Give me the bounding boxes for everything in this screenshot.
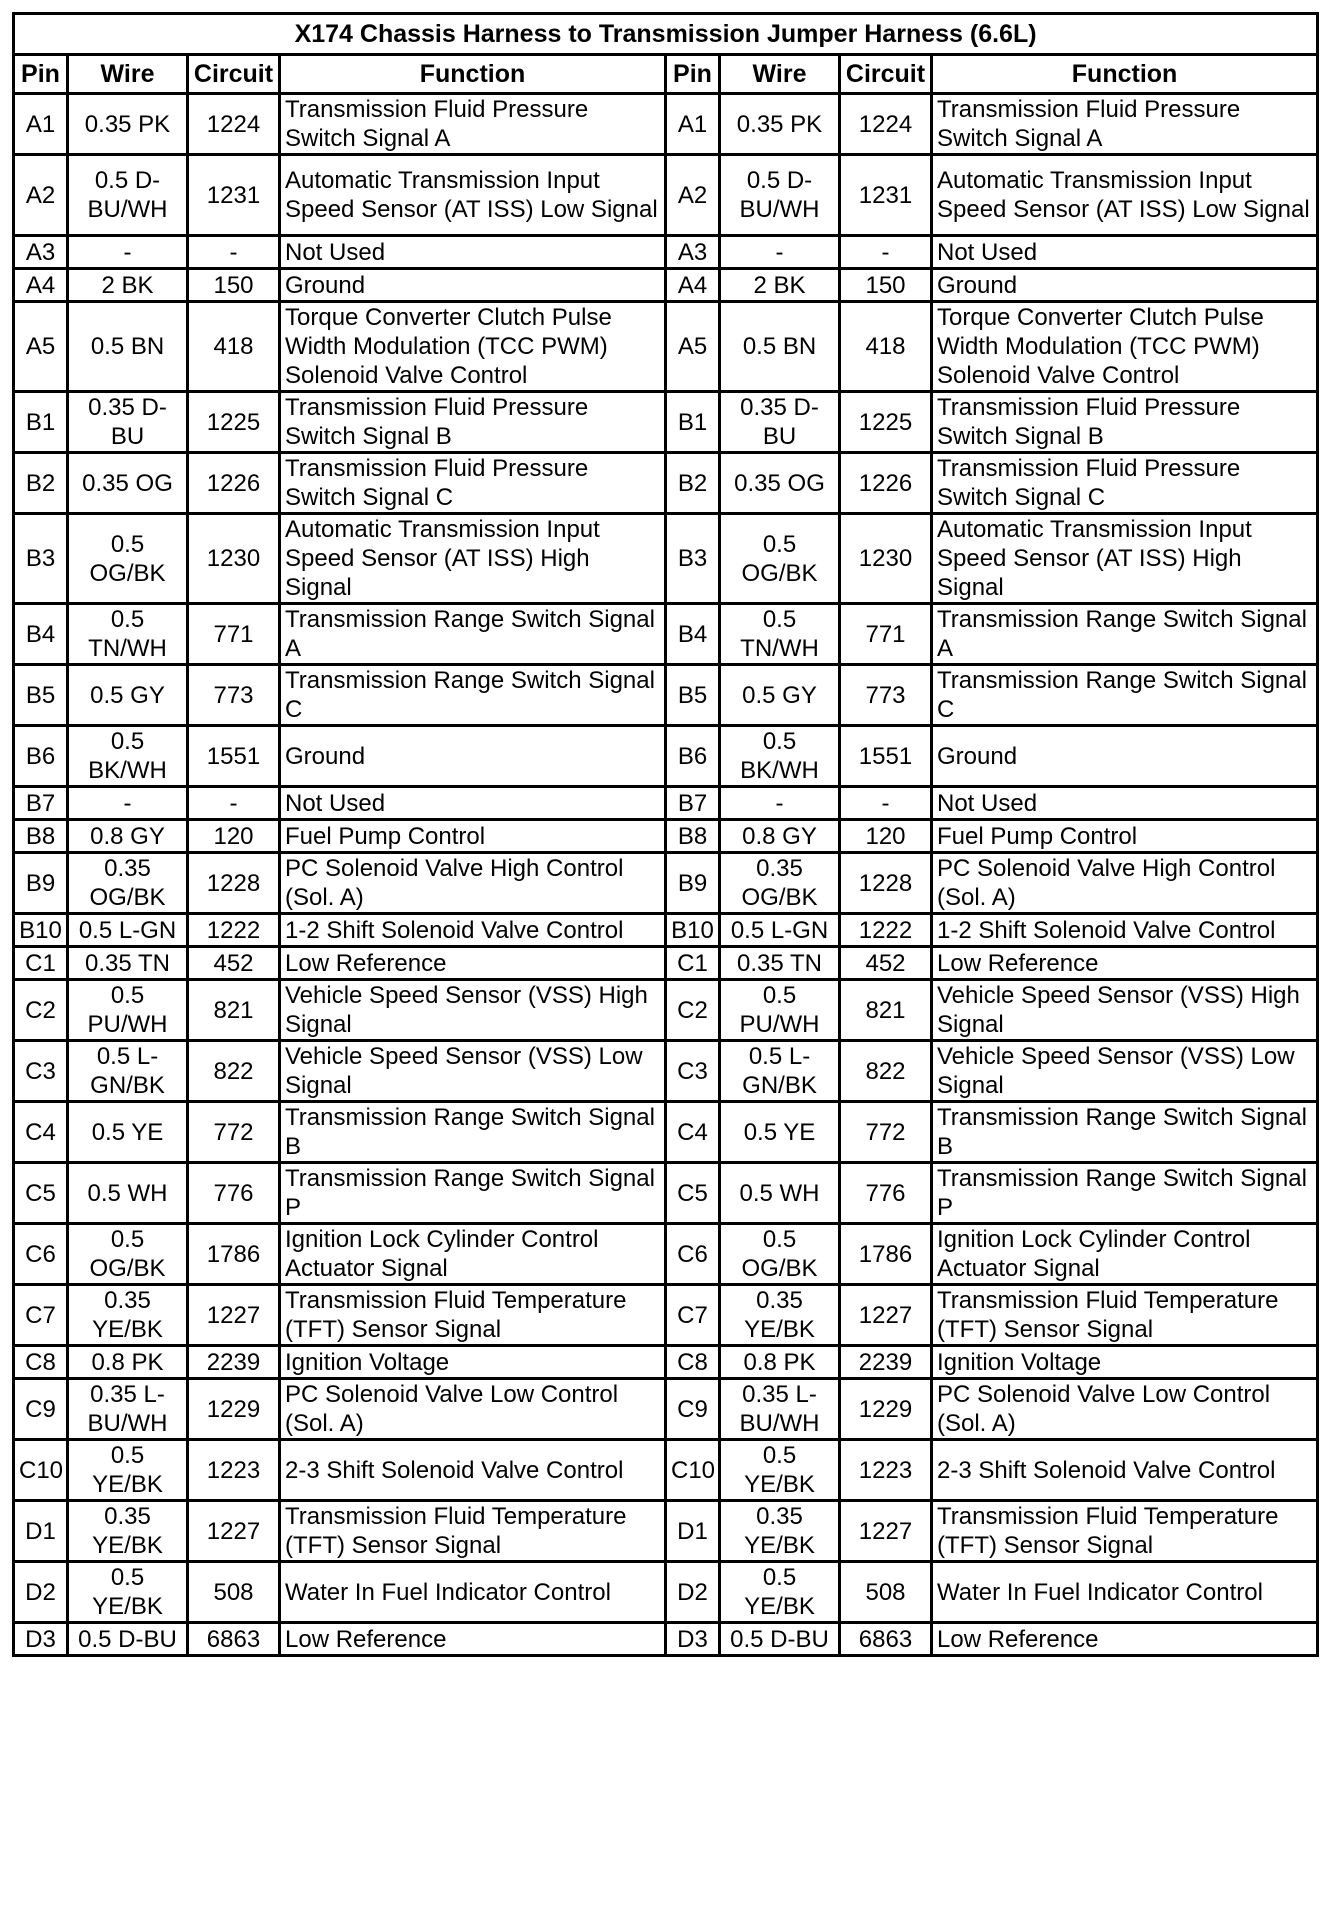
wire-cell: 0.5 D-BU xyxy=(68,1623,188,1656)
wire-cell: 0.5 YE/BK xyxy=(720,1440,840,1501)
circuit-cell: 771 xyxy=(188,604,280,665)
circuit-cell: 773 xyxy=(188,665,280,726)
wire-cell: 0.35 OG/BK xyxy=(68,853,188,914)
function-cell: Transmission Range Switch Signal P xyxy=(932,1163,1318,1224)
function-cell: Ignition Voltage xyxy=(280,1346,666,1379)
table-row xyxy=(14,269,1318,302)
pin-cell: C4 xyxy=(14,1102,68,1163)
circuit-cell: 822 xyxy=(840,1041,932,1102)
circuit-cell: 1229 xyxy=(840,1379,932,1440)
wire-cell: 0.5 YE/BK xyxy=(68,1440,188,1501)
function-cell: Transmission Fluid Temperature (TFT) Sensor Signal xyxy=(932,1285,1318,1346)
function-cell: Low Reference xyxy=(932,1623,1318,1656)
wire-cell: 0.5 YE/BK xyxy=(720,1562,840,1623)
function-cell: Transmission Fluid Pressure Switch Signal B xyxy=(932,392,1318,453)
circuit-cell: 1228 xyxy=(840,853,932,914)
pin-cell: A5 xyxy=(14,302,68,392)
table-row xyxy=(14,1163,1318,1224)
table-title: X174 Chassis Harness to Transmission Jumper Harness (6.6L) xyxy=(14,14,1318,55)
pin-cell: C9 xyxy=(666,1379,720,1440)
table-row xyxy=(14,236,1318,269)
table-body xyxy=(14,94,1318,1656)
function-cell: Not Used xyxy=(280,787,666,820)
pin-cell: A3 xyxy=(666,236,720,269)
header-function: Function xyxy=(280,55,666,94)
function-cell: Not Used xyxy=(932,236,1318,269)
wire-cell: 0.5 TN/WH xyxy=(720,604,840,665)
function-cell: Fuel Pump Control xyxy=(932,820,1318,853)
pin-cell: C2 xyxy=(14,980,68,1041)
function-cell: Low Reference xyxy=(932,947,1318,980)
table-row xyxy=(14,1562,1318,1623)
circuit-cell: 1227 xyxy=(840,1501,932,1562)
table-row xyxy=(14,392,1318,453)
circuit-cell: 1224 xyxy=(188,94,280,155)
pin-cell: C2 xyxy=(666,980,720,1041)
wire-cell: 0.5 D- BU/WH xyxy=(720,155,840,236)
function-cell: Transmission Range Switch Signal A xyxy=(280,604,666,665)
function-cell: Transmission Range Switch Signal P xyxy=(280,1163,666,1224)
pin-cell: C7 xyxy=(14,1285,68,1346)
pin-cell: D1 xyxy=(14,1501,68,1562)
wire-cell: 0.5 BN xyxy=(68,302,188,392)
table-row xyxy=(14,94,1318,155)
function-cell: Transmission Fluid Temperature (TFT) Sensor Signal xyxy=(280,1285,666,1346)
table-row xyxy=(14,820,1318,853)
function-cell: Transmission Fluid Temperature (TFT) Sensor Signal xyxy=(280,1501,666,1562)
title-row xyxy=(14,14,1318,55)
pin-cell: A2 xyxy=(666,155,720,236)
pin-cell: C3 xyxy=(666,1041,720,1102)
wire-cell: 0.35 TN xyxy=(68,947,188,980)
header-circuit: Circuit xyxy=(840,55,932,94)
circuit-cell: 120 xyxy=(188,820,280,853)
table-row xyxy=(14,980,1318,1041)
pin-cell: B4 xyxy=(14,604,68,665)
wire-cell: 0.5 YE/BK xyxy=(68,1562,188,1623)
function-cell: Transmission Fluid Pressure Switch Signal C xyxy=(932,453,1318,514)
pin-cell: A3 xyxy=(14,236,68,269)
pin-cell: C5 xyxy=(666,1163,720,1224)
circuit-cell: 1786 xyxy=(188,1224,280,1285)
function-cell: Automatic Transmission Input Speed Sensor (AT ISS) Low Signal xyxy=(932,155,1318,236)
header-wire: Wire xyxy=(68,55,188,94)
pin-cell: B6 xyxy=(666,726,720,787)
circuit-cell: 6863 xyxy=(188,1623,280,1656)
function-cell: Water In Fuel Indicator Control xyxy=(932,1562,1318,1623)
pin-cell: C6 xyxy=(14,1224,68,1285)
wire-cell: 0.5 YE xyxy=(68,1102,188,1163)
circuit-cell: 1222 xyxy=(188,914,280,947)
function-cell: Transmission Range Switch Signal C xyxy=(932,665,1318,726)
pin-cell: B5 xyxy=(14,665,68,726)
circuit-cell: 418 xyxy=(840,302,932,392)
table-row xyxy=(14,1501,1318,1562)
wire-cell: 0.35 YE/BK xyxy=(720,1501,840,1562)
function-cell: Low Reference xyxy=(280,947,666,980)
pin-cell: A4 xyxy=(14,269,68,302)
pin-cell: A5 xyxy=(666,302,720,392)
table-row xyxy=(14,1102,1318,1163)
circuit-cell: 771 xyxy=(840,604,932,665)
circuit-cell: 821 xyxy=(188,980,280,1041)
wire-cell: 0.35 D- BU xyxy=(68,392,188,453)
wire-cell: 0.35 L- BU/WH xyxy=(720,1379,840,1440)
table-row xyxy=(14,947,1318,980)
function-cell: PC Solenoid Valve High Control (Sol. A) xyxy=(932,853,1318,914)
circuit-cell: 508 xyxy=(188,1562,280,1623)
pin-cell: B3 xyxy=(666,514,720,604)
circuit-cell: 1223 xyxy=(188,1440,280,1501)
circuit-cell: - xyxy=(840,787,932,820)
table-row xyxy=(14,787,1318,820)
pin-cell: B1 xyxy=(666,392,720,453)
pin-cell: C3 xyxy=(14,1041,68,1102)
function-cell: Automatic Transmission Input Speed Sensor (AT ISS) High Signal xyxy=(932,514,1318,604)
circuit-cell: 1222 xyxy=(840,914,932,947)
circuit-cell: 120 xyxy=(840,820,932,853)
pin-cell: B2 xyxy=(14,453,68,514)
wire-cell: 0.35 YE/BK xyxy=(720,1285,840,1346)
pin-cell: A1 xyxy=(14,94,68,155)
wire-cell: 0.5 L-GN xyxy=(720,914,840,947)
wire-cell: 0.35 OG/BK xyxy=(720,853,840,914)
circuit-cell: 1224 xyxy=(840,94,932,155)
wire-cell: 0.5 PU/WH xyxy=(720,980,840,1041)
circuit-cell: 508 xyxy=(840,1562,932,1623)
circuit-cell: 1551 xyxy=(188,726,280,787)
table-row xyxy=(14,155,1318,236)
pin-cell: B4 xyxy=(666,604,720,665)
table-row xyxy=(14,453,1318,514)
function-cell: Transmission Range Switch Signal A xyxy=(932,604,1318,665)
pin-cell: C1 xyxy=(14,947,68,980)
circuit-cell: 150 xyxy=(840,269,932,302)
wire-cell: 0.5 OG/BK xyxy=(68,1224,188,1285)
wire-cell: 0.35 D- BU xyxy=(720,392,840,453)
wire-cell: 0.5 YE xyxy=(720,1102,840,1163)
function-cell: Not Used xyxy=(280,236,666,269)
function-cell: 1-2 Shift Solenoid Valve Control xyxy=(280,914,666,947)
circuit-cell: 418 xyxy=(188,302,280,392)
pin-cell: B1 xyxy=(14,392,68,453)
table-row xyxy=(14,514,1318,604)
pin-cell: D2 xyxy=(14,1562,68,1623)
wire-cell: 0.8 PK xyxy=(68,1346,188,1379)
circuit-cell: 772 xyxy=(840,1102,932,1163)
wire-cell: 0.5 OG/BK xyxy=(720,1224,840,1285)
circuit-cell: 2239 xyxy=(840,1346,932,1379)
pin-cell: C5 xyxy=(14,1163,68,1224)
circuit-cell: 1225 xyxy=(188,392,280,453)
function-cell: Ground xyxy=(280,726,666,787)
table-row xyxy=(14,1346,1318,1379)
table-row xyxy=(14,726,1318,787)
function-cell: 1-2 Shift Solenoid Valve Control xyxy=(932,914,1318,947)
circuit-cell: - xyxy=(188,236,280,269)
function-cell: Ignition Lock Cylinder Control Actuator Signal xyxy=(932,1224,1318,1285)
table-row xyxy=(14,1224,1318,1285)
function-cell: Vehicle Speed Sensor (VSS) Low Signal xyxy=(280,1041,666,1102)
table-row xyxy=(14,665,1318,726)
pin-cell: D2 xyxy=(666,1562,720,1623)
pin-cell: B6 xyxy=(14,726,68,787)
circuit-cell: 452 xyxy=(188,947,280,980)
circuit-cell: 1231 xyxy=(840,155,932,236)
pin-cell: C10 xyxy=(666,1440,720,1501)
wire-cell: 0.35 PK xyxy=(720,94,840,155)
wire-cell: 0.5 OG/BK xyxy=(720,514,840,604)
wire-cell: - xyxy=(68,236,188,269)
table-row xyxy=(14,604,1318,665)
circuit-cell: 452 xyxy=(840,947,932,980)
circuit-cell: 1230 xyxy=(840,514,932,604)
function-cell: PC Solenoid Valve High Control (Sol. A) xyxy=(280,853,666,914)
function-cell: Transmission Fluid Pressure Switch Signal B xyxy=(280,392,666,453)
circuit-cell: 1223 xyxy=(840,1440,932,1501)
wire-cell: 0.5 BN xyxy=(720,302,840,392)
table-row xyxy=(14,1041,1318,1102)
circuit-cell: 1230 xyxy=(188,514,280,604)
wire-cell: 0.5 D- BU/WH xyxy=(68,155,188,236)
circuit-cell: 821 xyxy=(840,980,932,1041)
function-cell: Transmission Fluid Temperature (TFT) Sensor Signal xyxy=(932,1501,1318,1562)
header-circuit: Circuit xyxy=(188,55,280,94)
wire-cell: 0.5 L- GN/BK xyxy=(68,1041,188,1102)
pin-table xyxy=(12,12,1319,1657)
pin-cell: A2 xyxy=(14,155,68,236)
pin-cell: C8 xyxy=(14,1346,68,1379)
circuit-cell: 1226 xyxy=(188,453,280,514)
circuit-cell: 773 xyxy=(840,665,932,726)
function-cell: Fuel Pump Control xyxy=(280,820,666,853)
wire-cell: 0.5 L- GN/BK xyxy=(720,1041,840,1102)
circuit-cell: 1225 xyxy=(840,392,932,453)
wire-cell: 0.5 TN/WH xyxy=(68,604,188,665)
pin-cell: B10 xyxy=(14,914,68,947)
wire-cell: 0.8 PK xyxy=(720,1346,840,1379)
wire-cell: 0.5 BK/WH xyxy=(68,726,188,787)
wire-cell: 0.5 WH xyxy=(68,1163,188,1224)
function-cell: Ground xyxy=(280,269,666,302)
wire-cell: 0.5 PU/WH xyxy=(68,980,188,1041)
pin-cell: C7 xyxy=(666,1285,720,1346)
table-row xyxy=(14,1623,1318,1656)
pin-cell: C6 xyxy=(666,1224,720,1285)
circuit-cell: 6863 xyxy=(840,1623,932,1656)
wire-cell: 0.35 OG xyxy=(720,453,840,514)
function-cell: Ignition Voltage xyxy=(932,1346,1318,1379)
pin-cell: B9 xyxy=(14,853,68,914)
pin-cell: B9 xyxy=(666,853,720,914)
circuit-cell: 1551 xyxy=(840,726,932,787)
function-cell: Transmission Fluid Pressure Switch Signal A xyxy=(280,94,666,155)
circuit-cell: - xyxy=(840,236,932,269)
pin-cell: A1 xyxy=(666,94,720,155)
header-pin: Pin xyxy=(14,55,68,94)
pin-cell: D3 xyxy=(14,1623,68,1656)
pin-cell: C9 xyxy=(14,1379,68,1440)
function-cell: Automatic Transmission Input Speed Sensor (AT ISS) Low Signal xyxy=(280,155,666,236)
table-row xyxy=(14,914,1318,947)
function-cell: Vehicle Speed Sensor (VSS) High Signal xyxy=(280,980,666,1041)
wire-cell: 0.35 L- BU/WH xyxy=(68,1379,188,1440)
wire-cell: 2 BK xyxy=(68,269,188,302)
function-cell: Ground xyxy=(932,726,1318,787)
function-cell: Torque Converter Clutch Pulse Width Modulation (TCC PWM) Solenoid Valve Control xyxy=(280,302,666,392)
pin-cell: C4 xyxy=(666,1102,720,1163)
wire-cell: 0.35 OG xyxy=(68,453,188,514)
pin-cell: B2 xyxy=(666,453,720,514)
function-cell: PC Solenoid Valve Low Control (Sol. A) xyxy=(280,1379,666,1440)
circuit-cell: 1227 xyxy=(840,1285,932,1346)
function-cell: Transmission Fluid Pressure Switch Signal A xyxy=(932,94,1318,155)
function-cell: Transmission Fluid Pressure Switch Signal C xyxy=(280,453,666,514)
header-row xyxy=(14,55,1318,94)
function-cell: Transmission Range Switch Signal C xyxy=(280,665,666,726)
function-cell: Not Used xyxy=(932,787,1318,820)
wire-cell: 0.5 BK/WH xyxy=(720,726,840,787)
wire-cell: 0.5 L-GN xyxy=(68,914,188,947)
function-cell: 2-3 Shift Solenoid Valve Control xyxy=(932,1440,1318,1501)
circuit-cell: 1228 xyxy=(188,853,280,914)
wire-cell: 0.35 PK xyxy=(68,94,188,155)
circuit-cell: 1226 xyxy=(840,453,932,514)
circuit-cell: - xyxy=(188,787,280,820)
circuit-cell: 1231 xyxy=(188,155,280,236)
pin-cell: C8 xyxy=(666,1346,720,1379)
circuit-cell: 1227 xyxy=(188,1501,280,1562)
wire-cell: - xyxy=(720,236,840,269)
wire-cell: 0.5 GY xyxy=(68,665,188,726)
header-wire: Wire xyxy=(720,55,840,94)
pin-cell: B8 xyxy=(14,820,68,853)
pin-cell: B5 xyxy=(666,665,720,726)
circuit-cell: 1227 xyxy=(188,1285,280,1346)
pin-cell: D3 xyxy=(666,1623,720,1656)
function-cell: Low Reference xyxy=(280,1623,666,1656)
pin-cell: B7 xyxy=(14,787,68,820)
wire-cell: 0.35 YE/BK xyxy=(68,1285,188,1346)
circuit-cell: 822 xyxy=(188,1041,280,1102)
pin-cell: B10 xyxy=(666,914,720,947)
pin-cell: D1 xyxy=(666,1501,720,1562)
table-row xyxy=(14,853,1318,914)
circuit-cell: 150 xyxy=(188,269,280,302)
function-cell: Ignition Lock Cylinder Control Actuator Signal xyxy=(280,1224,666,1285)
pin-cell: B7 xyxy=(666,787,720,820)
table-row xyxy=(14,1440,1318,1501)
function-cell: Vehicle Speed Sensor (VSS) High Signal xyxy=(932,980,1318,1041)
wire-cell: - xyxy=(720,787,840,820)
table-row xyxy=(14,1285,1318,1346)
table-row xyxy=(14,1379,1318,1440)
pin-cell: B3 xyxy=(14,514,68,604)
header-function: Function xyxy=(932,55,1318,94)
function-cell: PC Solenoid Valve Low Control (Sol. A) xyxy=(932,1379,1318,1440)
wire-cell: 0.5 GY xyxy=(720,665,840,726)
table-row xyxy=(14,302,1318,392)
circuit-cell: 2239 xyxy=(188,1346,280,1379)
function-cell: Transmission Range Switch Signal B xyxy=(932,1102,1318,1163)
function-cell: Transmission Range Switch Signal B xyxy=(280,1102,666,1163)
wire-cell: 0.8 GY xyxy=(720,820,840,853)
wire-cell: 0.8 GY xyxy=(68,820,188,853)
wire-cell: 0.5 WH xyxy=(720,1163,840,1224)
function-cell: Torque Converter Clutch Pulse Width Modulation (TCC PWM) Solenoid Valve Control xyxy=(932,302,1318,392)
function-cell: Ground xyxy=(932,269,1318,302)
header-pin: Pin xyxy=(666,55,720,94)
circuit-cell: 776 xyxy=(840,1163,932,1224)
function-cell: Water In Fuel Indicator Control xyxy=(280,1562,666,1623)
pin-cell: A4 xyxy=(666,269,720,302)
function-cell: Automatic Transmission Input Speed Sensor (AT ISS) High Signal xyxy=(280,514,666,604)
function-cell: Vehicle Speed Sensor (VSS) Low Signal xyxy=(932,1041,1318,1102)
pin-cell: B8 xyxy=(666,820,720,853)
circuit-cell: 1786 xyxy=(840,1224,932,1285)
wire-cell: - xyxy=(68,787,188,820)
wire-cell: 0.5 OG/BK xyxy=(68,514,188,604)
circuit-cell: 776 xyxy=(188,1163,280,1224)
wire-cell: 0.5 D-BU xyxy=(720,1623,840,1656)
wire-cell: 2 BK xyxy=(720,269,840,302)
wire-cell: 0.35 YE/BK xyxy=(68,1501,188,1562)
wire-cell: 0.35 TN xyxy=(720,947,840,980)
circuit-cell: 772 xyxy=(188,1102,280,1163)
pin-cell: C10 xyxy=(14,1440,68,1501)
circuit-cell: 1229 xyxy=(188,1379,280,1440)
pin-cell: C1 xyxy=(666,947,720,980)
function-cell: 2-3 Shift Solenoid Valve Control xyxy=(280,1440,666,1501)
